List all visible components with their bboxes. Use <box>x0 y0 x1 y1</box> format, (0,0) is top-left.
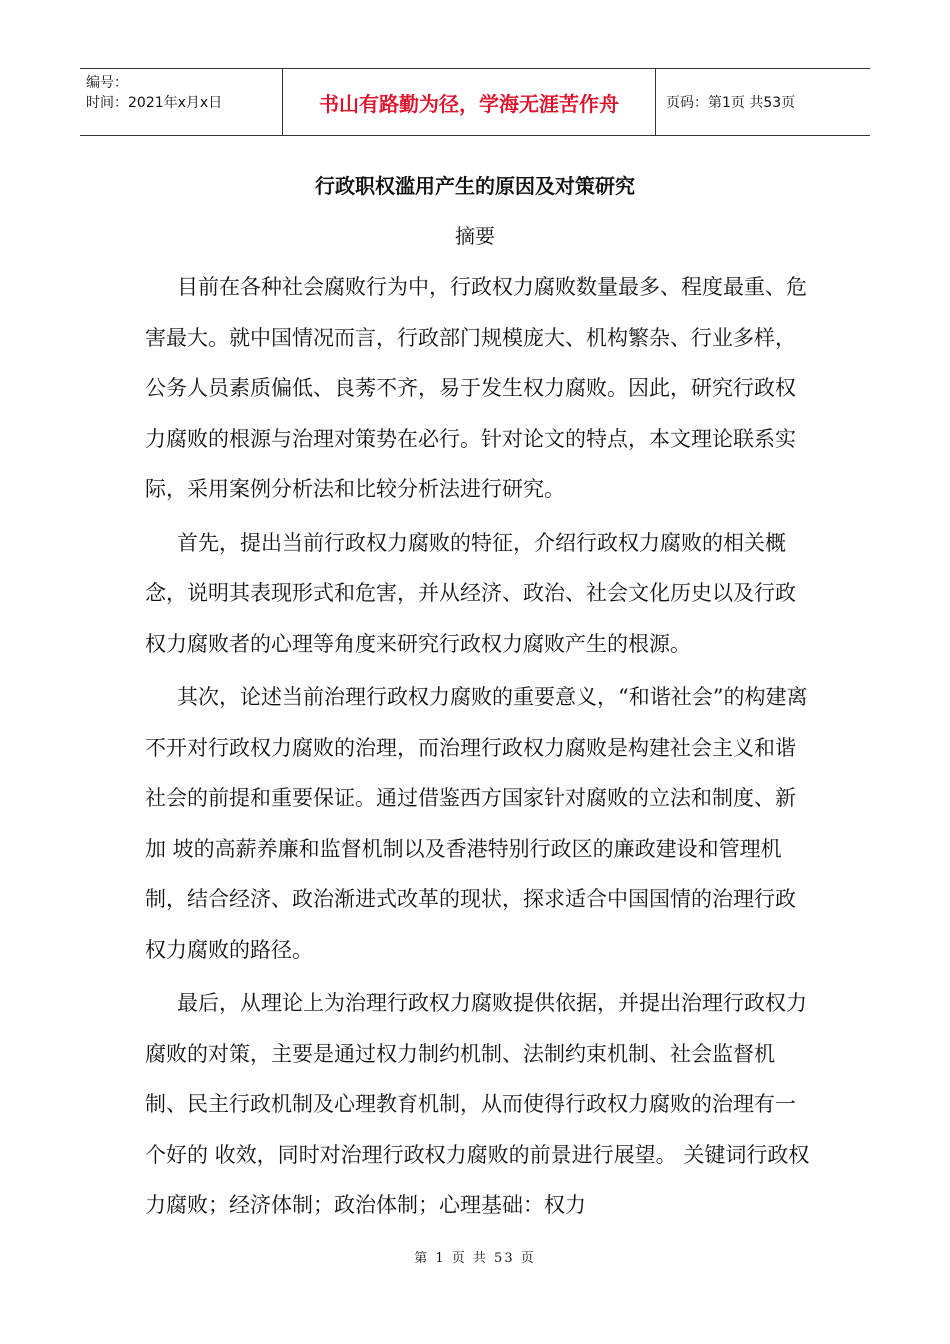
paragraph-4: 最后，从理论上为治理行政权力腐败提供依据，并提出治理行政权力腐败的对策，主要是通过权力制约机制、法制约束机制、社会监督机制、民主行政机制及心理教育机制，从而使得行政权力腐败的治理有一个好的 收效，同时对治理行政权力腐败的前景进行展望。 关键词行政权力腐败；经济体制；政治体制；心理基础：权力 <box>145 991 810 1217</box>
abstract-body <box>145 262 810 1234</box>
paragraph-1: 目前在各种社会腐败行为中，行政权力腐败数量最多、程度最重、危害最大。就中国情况而言，行政部门规模庞大、机构繁杂、行业多样，公务人员素质偏低、良莠不齐，易于发生权力腐败。因此，研究行政权力腐败的根源与治理对策势在必行。针对论文的特点，本文理论联系实际，采用案例分析法和比较分析法进行研究。 <box>145 275 807 501</box>
number-label: 编号： <box>86 75 128 91</box>
document-title: 行政职权滥用产生的原因及对策研究 <box>315 174 635 198</box>
page-header <box>80 68 870 136</box>
paragraph-3: 其次，论述当前治理行政权力腐败的重要意义，“和谐社会”的构建离不开对行政权力腐败的治理，而治理行政权力腐败是构建社会主义和谐社会的前提和重要保证。通过借鉴西方国家针对腐败的立法和制度、新加 坡的高薪养廉和监督机制以及香港特别行政区的廉政建设和管理机制，结合经济、政治渐进式改革的现状，探求适合中国国情的治理行政权力腐败的路径。 <box>145 685 808 962</box>
header-motto: 书山有路勤为径，学海无涯苦作舟 <box>283 69 656 135</box>
paragraph-2: 首先，提出当前行政权力腐败的特征，介绍行政权力腐败的相关概念，说明其表现形式和危害，并从经济、政治、社会文化历史以及行政权力腐败者的心理等角度来研究行政权力腐败产生的根源。 <box>145 530 796 656</box>
page-footer: 第 1 页 共 53 页 <box>414 1251 536 1266</box>
time-label: 时间：2021年x月x日 <box>86 95 223 111</box>
header-meta <box>80 69 283 135</box>
header-page-info: 页码：第1页 共53页 <box>666 95 796 111</box>
abstract-heading: 摘要 <box>455 224 495 248</box>
